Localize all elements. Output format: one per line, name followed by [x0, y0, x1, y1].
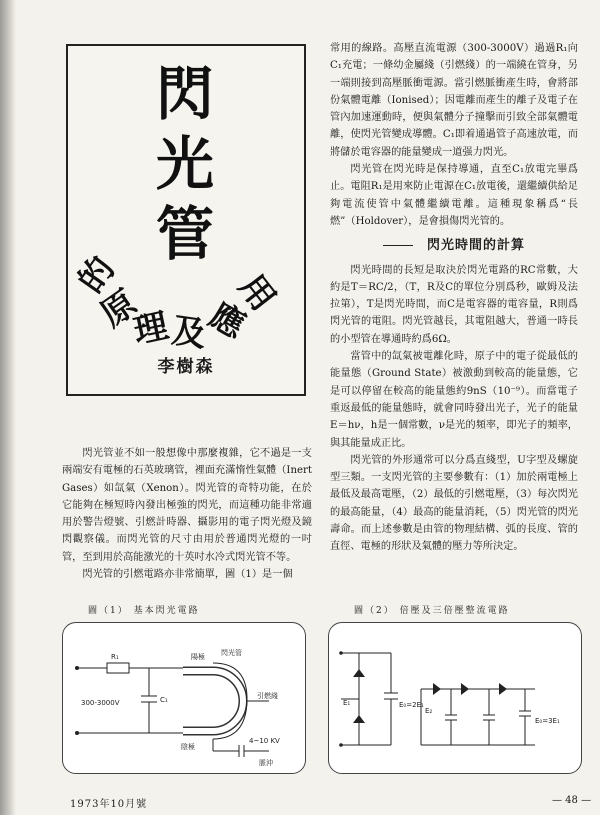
figure-1-caption: 圖（1） 基本閃光電路 — [88, 606, 200, 616]
right-paragraph-5: 閃光管的外形通常可以分爲直綫型，U字型及螺旋型三類。一支閃光管的主要參數有：（1）加於兩電極上最低及最高電壓，（2）最低的引燃電壓，（3）每次閃光的最高能量，（4）最高的能量消耗，（5）閃光管的閃光壽命。而上述參數是由管的物理結構、弧的長度、管的直徑、電極的形狀及氣體的壓力等所決定。 — [330, 454, 578, 553]
subtitle-char-6: 用 — [230, 267, 284, 319]
heading-dash — [383, 245, 413, 246]
title-char-3: 管 — [156, 200, 215, 268]
fig1-label-c1: C₁ — [160, 696, 168, 704]
subtitle-char-4: 及 — [169, 310, 209, 356]
fig1-label-anode: 陽極 — [191, 653, 205, 661]
right-paragraph-4: 當管中的氙氣被電離化時，原子中的電子從最低的能量態（Ground State）被激動到較高的能量態，它是可以停留在較高的能量態約9nS（10⁻⁹）。而當電子重返最低的能量態時，就會同時發出光子，光子的能量E＝hν，h是一個常數，ν是光的頻率，即光子的頻率，與其能量成正比。 — [330, 351, 578, 449]
left-column — [62, 445, 312, 583]
figure-1-diagram — [63, 623, 305, 773]
fig1-label-tube: 閃光管 — [221, 649, 242, 657]
fig1-label-trigger-wire: 引燃綫 — [257, 692, 278, 700]
figure-1-basic-flash-circuit — [62, 622, 306, 774]
fig1-label-supply: 300-3000V — [81, 699, 120, 707]
book-spine-shadow — [0, 0, 16, 815]
fig2-label-out3: E₀=3E₁ — [535, 717, 560, 725]
left-paragraph-2: 閃光管的引燃電路亦非常簡單，圖（1）是一個 — [82, 569, 293, 581]
article-title-box — [66, 44, 306, 396]
subtitle-char-2: 原 — [93, 282, 145, 336]
figure-2-multiplier-circuit — [328, 622, 582, 774]
fig2-label-out2: E₀=2E₁ — [399, 701, 424, 709]
issue-date: 1973年10月號 — [70, 799, 148, 810]
page-number: — 48 — — [552, 795, 592, 806]
fig2-label-e1-left: E₁ — [343, 699, 351, 707]
fig1-label-r1: R₁ — [111, 653, 119, 661]
fig1-label-cathode: 陰極 — [181, 743, 195, 751]
right-paragraph-3: 閃光時間的長短是取決於閃光電路的RC常數，大約是T＝RC/2，（T，R及C的單位分別爲秒，歐姆及法拉第），T是閃光時間，而C是電容器的電容量，R則爲閃光管的電阻。閃光管越長，其電阻越大，普通一時長的小型管在導通時約爲6Ω。 — [330, 264, 578, 345]
section-heading-text: 閃光時間的計算 — [426, 238, 525, 254]
section-heading — [330, 237, 578, 254]
right-paragraph-2: 閃光管在閃光時是保持導通，直至C₁放電完畢爲止。電阻R₁是用來防止電源在C₁放電後，還繼續供給足夠電流使管中氣體繼續電離。這種現象稱爲“長燃”（Holdover），是會損傷閃光管的。 — [330, 164, 578, 227]
fig1-label-pulse: 脈沖 — [259, 759, 273, 767]
subtitle-char-1: 的 — [70, 249, 124, 301]
right-paragraph-1: 常用的線路。高壓直流電源（300-3000V）過過R₁向C₁充電；一條幼金屬綫（引燃綫）的一端繞在管身，另一端則接到高壓脈衝電源。當引燃脈衝產生時，會將部份氣體電離（Ionised）；因電離而產生的離子及電子在管內加速運動時，便與氣體分子撞擊而引致全部氣體電離，使閃光管變成導體。C₁即着通過管子高速放電，而將儲於電容器的能量變成一道强力閃光。 — [330, 43, 578, 158]
subtitle-char-3: 理 — [130, 305, 172, 353]
fig1-label-pulse-voltage: 4~10 KV — [249, 737, 280, 745]
title-char-2: 光 — [156, 130, 215, 198]
title-char-1: 閃 — [156, 60, 215, 128]
author-name: 李樹森 — [157, 357, 215, 377]
subtitle-char-5: 應 — [202, 295, 252, 347]
right-column — [330, 40, 578, 556]
left-paragraph-1: 閃光管並不如一般想像中那麼複雜，它不過是一支兩端安有電極的石英玻璃管，裡面充滿惰性氣體（Inert Gases）如氙氣（Xenon）。閃光管的奇特功能，在於它能夠在極短時內發出極強的閃光，而這種功能非常適用於警告燈號、引燃計時器、攝影用的電子閃光燈及鏡閃觀察儀。而閃光管的尺寸由用於普通閃光燈的一吋管，至到用於高能激光的十英吋水冷式閃光管不等。 — [62, 448, 312, 563]
figure-2-caption: 圖（2） 倍壓及三倍壓整流電路 — [354, 606, 510, 616]
fig2-label-e2: E₂ — [425, 707, 433, 715]
figure-2-diagram — [329, 623, 581, 773]
